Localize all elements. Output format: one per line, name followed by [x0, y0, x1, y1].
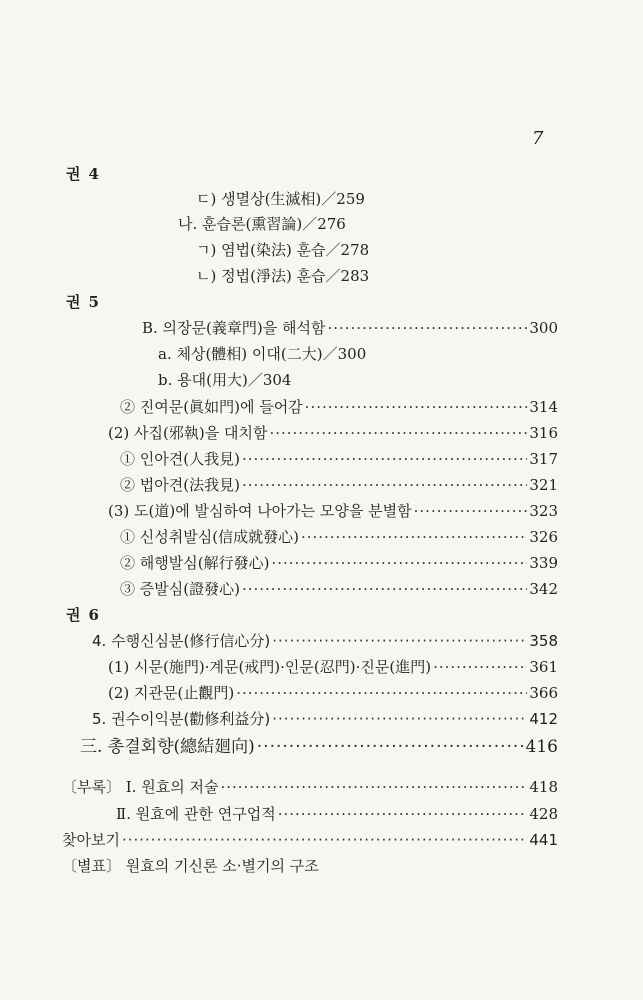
- volume-number: 6: [88, 606, 99, 624]
- toc-entry-text: 〔별표〕 원효의 기신론 소·별기의 구조: [62, 857, 319, 875]
- leader-dots: [301, 525, 527, 549]
- toc-entry-text: (1) 시문(施門)·계문(戒門)·인문(忍門)·진문(進門): [108, 658, 432, 676]
- toc-entry: [92, 629, 558, 653]
- toc-entry-text: (3) 도(道)에 발심하여 나아가는 모양을 분별함: [108, 502, 412, 520]
- toc-entry-text: ② 해행발심(解行發心): [120, 554, 270, 572]
- page-number: 7: [532, 128, 544, 149]
- toc-entry-text: Ⅱ. 원효에 관한 연구업적: [116, 805, 276, 823]
- toc-entry-text: 5. 권수이익분(勸修利益分): [92, 710, 271, 728]
- toc-page-number: 314: [529, 398, 558, 416]
- leader-dots: [242, 473, 527, 497]
- toc-entry: [92, 707, 558, 731]
- leader-dots: [414, 499, 528, 523]
- volume-label: 권: [66, 606, 81, 624]
- leader-dots: [122, 828, 527, 852]
- toc-page-number: 339: [529, 554, 558, 572]
- toc-page-number: 358: [529, 632, 558, 650]
- toc-entry: [108, 421, 558, 445]
- toc-entry: [178, 212, 346, 236]
- leader-dots: [278, 802, 528, 826]
- volume-label: 권: [66, 293, 81, 311]
- toc-entry: [158, 368, 291, 392]
- toc-entry-text: (2) 지관문(止觀門): [108, 684, 235, 702]
- toc-entry-text: ㄱ) 염법(染法) 훈습／278: [196, 241, 370, 259]
- toc-entry: [120, 447, 558, 471]
- leader-dots: [272, 707, 527, 731]
- toc-page-number: 441: [529, 831, 558, 849]
- leader-dots: [242, 577, 527, 601]
- toc-entry: [196, 264, 369, 288]
- toc-entry-text: ② 진여문(眞如門)에 들어감: [120, 398, 303, 416]
- toc-entry-text: 三. 총결회향(總結廻向): [80, 737, 255, 757]
- toc-page-number: 317: [529, 450, 558, 468]
- volume-number: 5: [88, 293, 99, 311]
- toc-entry-text: ③ 증발심(證發心): [120, 580, 240, 598]
- leader-dots: [220, 775, 527, 799]
- toc-entry: [196, 238, 369, 262]
- toc-entry: [116, 802, 558, 826]
- toc-entry: [62, 854, 319, 878]
- toc-entry: [108, 681, 558, 705]
- toc-page-number: 361: [529, 658, 558, 676]
- toc-entry: [120, 577, 558, 601]
- volume-label: 권: [66, 165, 81, 183]
- toc-entry-text: ① 신성취발심(信成就發心): [120, 528, 299, 546]
- leader-dots: [271, 551, 527, 575]
- toc-entry-text: 찾아보기: [62, 831, 120, 849]
- toc-page-number: 366: [529, 684, 558, 702]
- toc-entry-text: 4. 수행신심분(修行信心分): [92, 632, 271, 650]
- toc-entry: [80, 735, 558, 759]
- leader-dots: [305, 395, 528, 419]
- toc-entry: [120, 525, 558, 549]
- toc-entry-text: ② 법아견(法我見): [120, 476, 240, 494]
- toc-page-number: 323: [529, 502, 558, 520]
- toc-page-number: 321: [529, 476, 558, 494]
- toc-page-number: 428: [529, 805, 558, 823]
- toc-entry: [158, 342, 366, 366]
- toc-entry-text: 나. 훈습론(熏習論)／276: [178, 215, 346, 233]
- toc-entry: [120, 395, 558, 419]
- toc-entry-text: ㄷ) 생멸상(生滅相)／259: [196, 190, 365, 208]
- toc-entry: [120, 551, 558, 575]
- toc-entry-text: ① 인아견(人我見): [120, 450, 240, 468]
- toc-entry-text: ㄴ) 정법(淨法) 훈습／283: [196, 267, 370, 285]
- toc-page-number: 326: [529, 528, 558, 546]
- leader-dots: [269, 421, 527, 445]
- toc-entry-text: b. 용대(用大)／304: [158, 371, 292, 389]
- leader-dots: [236, 681, 527, 705]
- toc-entry: [62, 828, 558, 852]
- toc-entry: [108, 499, 558, 523]
- volume-5-heading: [66, 291, 99, 312]
- volume-6-heading: [66, 604, 99, 625]
- leader-dots: [327, 316, 527, 340]
- toc-page-number: 342: [529, 580, 558, 598]
- toc-entry-text: B. 의장문(義章門)을 해석함: [142, 319, 326, 337]
- toc-entry-text: a. 체상(體相) 이대(二大)／300: [158, 345, 367, 363]
- toc-page-number: 412: [529, 710, 558, 728]
- toc-entry: [62, 775, 558, 799]
- leader-dots: [433, 655, 527, 679]
- leader-dots: [272, 629, 527, 653]
- toc-page-number: 300: [529, 319, 558, 337]
- leader-dots: [257, 735, 524, 759]
- toc-entry: [142, 316, 558, 340]
- toc-entry: [120, 473, 558, 497]
- volume-4-heading: [66, 163, 99, 184]
- leader-dots: [242, 447, 527, 471]
- toc-entry: [108, 655, 558, 679]
- toc-entry: [196, 187, 365, 211]
- volume-number: 4: [88, 165, 99, 183]
- toc-page-number: 416: [525, 737, 558, 757]
- toc-entry-text: (2) 사집(邪執)을 대치함: [108, 424, 268, 442]
- toc-page-number: 316: [529, 424, 558, 442]
- toc-entry-text: 〔부록〕 Ⅰ. 원효의 저술: [62, 778, 219, 796]
- toc-page-number: 418: [529, 778, 558, 796]
